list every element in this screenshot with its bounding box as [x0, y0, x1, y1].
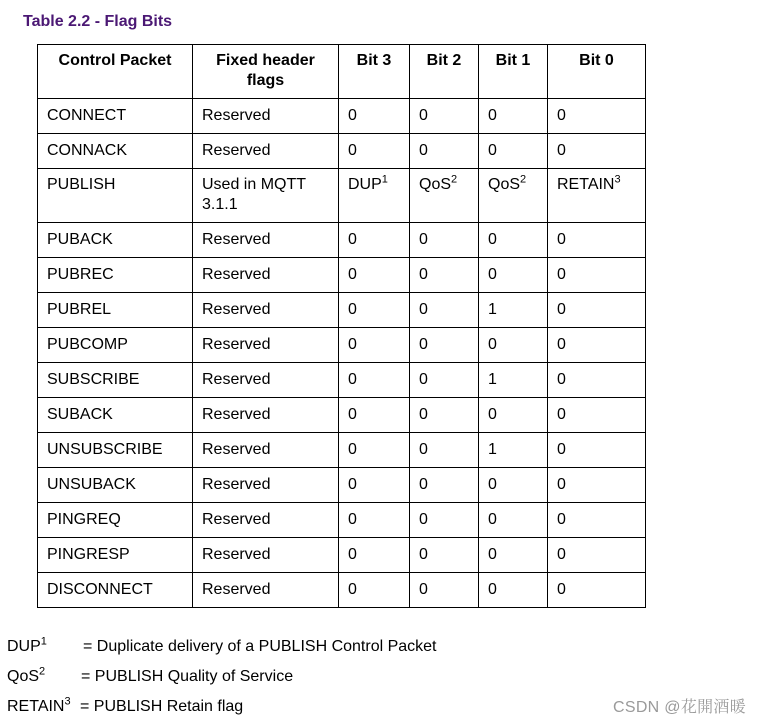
cell-header-flags: [193, 99, 339, 134]
cell-header-flags: [193, 503, 339, 538]
cell-text: 0: [419, 266, 428, 283]
cell-header-flags: [193, 538, 339, 573]
cell-bit-3: [339, 169, 410, 223]
cell-control-packet: [38, 293, 193, 328]
table-row: [38, 398, 646, 433]
header-control-packet: Control Packet: [38, 45, 193, 99]
cell-bit-3: [339, 258, 410, 293]
cell-text: PUBACK: [47, 231, 113, 248]
cell-control-packet: [38, 363, 193, 398]
cell-text: 0: [488, 142, 497, 159]
cell-text: Reserved: [202, 371, 271, 388]
cell-text: Reserved: [202, 581, 271, 598]
cell-text: 0: [348, 371, 357, 388]
cell-text: UNSUBSCRIBE: [47, 441, 163, 458]
cell-text: 0: [557, 476, 566, 493]
table-row: [38, 538, 646, 573]
cell-text: 0: [557, 511, 566, 528]
cell-superscript: 3: [614, 173, 621, 186]
cell-text: 0: [348, 142, 357, 159]
cell-control-packet: [38, 398, 193, 433]
cell-header-flags: [193, 223, 339, 258]
cell-bit-1: [479, 258, 548, 293]
cell-text: 0: [557, 406, 566, 423]
cell-text: RETAIN: [557, 176, 615, 193]
cell-text: 0: [348, 476, 357, 493]
cell-bit-0: [548, 134, 646, 169]
cell-control-packet: [38, 134, 193, 169]
cell-bit-3: [339, 398, 410, 433]
cell-text: 0: [557, 336, 566, 353]
cell-text: 0: [419, 336, 428, 353]
cell-header-flags: [193, 258, 339, 293]
cell-bit-0: [548, 433, 646, 468]
cell-bit-0: [548, 503, 646, 538]
cell-text: 0: [557, 231, 566, 248]
cell-header-flags: [193, 328, 339, 363]
cell-bit-2: [410, 398, 479, 433]
table-row: [38, 468, 646, 503]
cell-text: 0: [488, 231, 497, 248]
cell-bit-0: [548, 223, 646, 258]
cell-bit-1: [479, 503, 548, 538]
table-row: [38, 363, 646, 398]
cell-text: PUBCOMP: [47, 336, 128, 353]
cell-text: 0: [419, 441, 428, 458]
cell-header-flags: [193, 398, 339, 433]
cell-text: DISCONNECT: [47, 581, 153, 598]
cell-bit-2: [410, 363, 479, 398]
cell-bit-2: [410, 223, 479, 258]
cell-text: 0: [348, 511, 357, 528]
cell-bit-2: [410, 134, 479, 169]
table-title: Table 2.2 - Flag Bits: [23, 13, 173, 30]
cell-bit-1: [479, 99, 548, 134]
footnote-text: = PUBLISH Retain flag: [80, 698, 244, 715]
table-row: [38, 293, 646, 328]
cell-text: 0: [348, 406, 357, 423]
cell-bit-2: [410, 503, 479, 538]
header-row: [38, 45, 646, 99]
watermark: CSDN @花開酒暖: [613, 699, 747, 716]
cell-text: 0: [557, 546, 566, 563]
cell-bit-0: [548, 468, 646, 503]
cell-superscript: 1: [381, 173, 388, 186]
cell-text: SUBACK: [47, 406, 113, 423]
cell-header-flags: [193, 363, 339, 398]
cell-control-packet: [38, 328, 193, 363]
cell-text: Reserved: [202, 441, 271, 458]
cell-text: 0: [419, 546, 428, 563]
cell-bit-0: [548, 328, 646, 363]
cell-text: 1: [488, 441, 497, 458]
footnote-term: RETAIN: [7, 698, 65, 715]
cell-text: PINGRESP: [47, 546, 130, 563]
cell-control-packet: [38, 169, 193, 223]
cell-superscript: 2: [451, 173, 458, 186]
cell-bit-0: [548, 573, 646, 608]
cell-bit-2: [410, 258, 479, 293]
header-bit-0: Bit 0: [548, 45, 646, 99]
cell-text: Reserved: [202, 406, 271, 423]
cell-text: 0: [488, 107, 497, 124]
header-bit-3: Bit 3: [339, 45, 410, 99]
cell-bit-0: [548, 169, 646, 223]
cell-control-packet: [38, 503, 193, 538]
cell-text: 0: [557, 107, 566, 124]
cell-text: DUP: [348, 176, 382, 193]
cell-bit-0: [548, 99, 646, 134]
cell-bit-2: [410, 169, 479, 223]
cell-text: 0: [557, 301, 566, 318]
cell-text: Reserved: [202, 336, 271, 353]
cell-bit-0: [548, 293, 646, 328]
cell-bit-3: [339, 99, 410, 134]
cell-bit-1: [479, 468, 548, 503]
cell-bit-1: [479, 573, 548, 608]
header-bit-1: Bit 1: [479, 45, 548, 99]
cell-superscript: 2: [520, 173, 527, 186]
header-fixed-header-flags: Fixed header flags: [193, 45, 339, 99]
cell-bit-1: [479, 223, 548, 258]
cell-control-packet: [38, 538, 193, 573]
cell-text: 0: [488, 476, 497, 493]
cell-text: 0: [488, 406, 497, 423]
cell-text: QoS: [419, 176, 452, 193]
cell-bit-2: [410, 328, 479, 363]
cell-text: Used in MQTT 3.1.1: [202, 176, 306, 213]
cell-text: 0: [557, 266, 566, 283]
cell-bit-3: [339, 468, 410, 503]
cell-bit-3: [339, 328, 410, 363]
cell-text: 0: [488, 336, 497, 353]
header-bit-2: Bit 2: [410, 45, 479, 99]
cell-text: PINGREQ: [47, 511, 121, 528]
cell-bit-1: [479, 398, 548, 433]
cell-text: 0: [348, 107, 357, 124]
cell-text: 0: [348, 231, 357, 248]
table-row: [38, 223, 646, 258]
cell-bit-1: [479, 328, 548, 363]
cell-bit-0: [548, 398, 646, 433]
cell-control-packet: [38, 258, 193, 293]
cell-control-packet: [38, 573, 193, 608]
cell-bit-1: [479, 363, 548, 398]
cell-text: 0: [488, 546, 497, 563]
cell-text: 0: [557, 142, 566, 159]
footnote-term: DUP: [7, 638, 41, 655]
cell-header-flags: [193, 433, 339, 468]
cell-bit-1: [479, 169, 548, 223]
table-row: [38, 258, 646, 293]
cell-text: PUBREC: [47, 266, 114, 283]
cell-text: 0: [557, 581, 566, 598]
cell-bit-0: [548, 538, 646, 573]
cell-bit-3: [339, 134, 410, 169]
cell-text: 0: [348, 336, 357, 353]
cell-bit-3: [339, 573, 410, 608]
flag-bits-table: [37, 44, 646, 608]
table-row: [38, 433, 646, 468]
cell-bit-3: [339, 503, 410, 538]
cell-text: 0: [488, 266, 497, 283]
cell-bit-2: [410, 538, 479, 573]
cell-text: SUBSCRIBE: [47, 371, 140, 388]
cell-text: UNSUBACK: [47, 476, 136, 493]
cell-text: 0: [419, 581, 428, 598]
cell-bit-2: [410, 468, 479, 503]
cell-text: Reserved: [202, 301, 271, 318]
footnote-sup: 2: [39, 665, 46, 678]
cell-text: Reserved: [202, 142, 271, 159]
cell-bit-1: [479, 433, 548, 468]
cell-text: Reserved: [202, 107, 271, 124]
cell-text: Reserved: [202, 511, 271, 528]
cell-text: 0: [488, 581, 497, 598]
cell-text: 0: [557, 371, 566, 388]
cell-control-packet: [38, 433, 193, 468]
cell-text: 0: [348, 266, 357, 283]
cell-control-packet: [38, 223, 193, 258]
cell-text: 1: [488, 371, 497, 388]
cell-text: 1: [488, 301, 497, 318]
cell-text: 0: [348, 546, 357, 563]
cell-control-packet: [38, 99, 193, 134]
cell-text: QoS: [488, 176, 521, 193]
cell-bit-2: [410, 433, 479, 468]
cell-bit-2: [410, 99, 479, 134]
cell-text: Reserved: [202, 231, 271, 248]
footnote-text: = PUBLISH Quality of Service: [81, 668, 294, 685]
cell-bit-3: [339, 293, 410, 328]
cell-text: PUBLISH: [47, 176, 116, 193]
table-row: [38, 328, 646, 363]
table-row: [38, 503, 646, 538]
cell-header-flags: [193, 293, 339, 328]
cell-bit-2: [410, 573, 479, 608]
cell-bit-1: [479, 538, 548, 573]
cell-text: 0: [419, 371, 428, 388]
cell-text: 0: [419, 406, 428, 423]
cell-text: 0: [419, 511, 428, 528]
table-row: [38, 169, 646, 223]
cell-text: 0: [348, 441, 357, 458]
table-row: [38, 99, 646, 134]
footnote-text: = Duplicate delivery of a PUBLISH Control Packet: [83, 638, 437, 655]
cell-control-packet: [38, 468, 193, 503]
cell-text: 0: [419, 231, 428, 248]
cell-text: 0: [419, 301, 428, 318]
cell-bit-3: [339, 223, 410, 258]
cell-text: 0: [419, 476, 428, 493]
cell-bit-0: [548, 258, 646, 293]
cell-text: CONNACK: [47, 142, 128, 159]
cell-header-flags: [193, 573, 339, 608]
cell-text: Reserved: [202, 546, 271, 563]
cell-header-flags: [193, 134, 339, 169]
cell-text: 0: [419, 107, 428, 124]
cell-text: 0: [557, 441, 566, 458]
table-row: [38, 573, 646, 608]
cell-text: PUBREL: [47, 301, 112, 318]
cell-header-flags: [193, 169, 339, 223]
cell-text: 0: [348, 301, 357, 318]
footnote-sup: 1: [40, 635, 47, 648]
cell-text: Reserved: [202, 266, 271, 283]
cell-bit-1: [479, 293, 548, 328]
cell-bit-3: [339, 433, 410, 468]
cell-text: 0: [348, 581, 357, 598]
cell-text: CONNECT: [47, 107, 127, 124]
cell-bit-3: [339, 363, 410, 398]
footnote-sup: 3: [64, 695, 71, 708]
cell-text: 0: [419, 142, 428, 159]
cell-text: 0: [488, 511, 497, 528]
cell-header-flags: [193, 468, 339, 503]
cell-bit-1: [479, 134, 548, 169]
cell-bit-3: [339, 538, 410, 573]
cell-text: Reserved: [202, 476, 271, 493]
cell-bit-2: [410, 293, 479, 328]
cell-bit-0: [548, 363, 646, 398]
footnote-term: QoS: [7, 668, 40, 685]
table-row: [38, 134, 646, 169]
